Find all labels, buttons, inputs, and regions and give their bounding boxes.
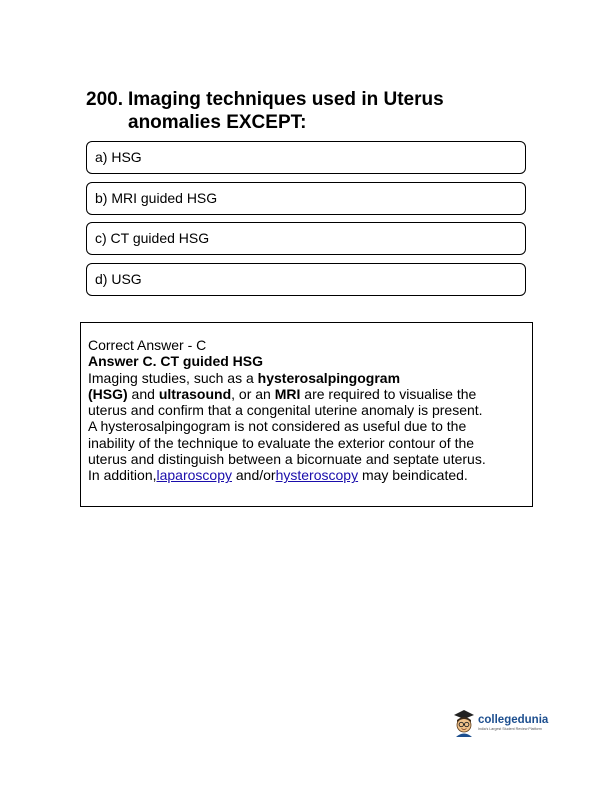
graduate-mascot-icon (452, 708, 476, 738)
answer-heading: Answer C. CT guided HSG (88, 353, 264, 370)
option-b[interactable]: b) MRI guided HSG (86, 182, 526, 215)
explanation-line-2 (88, 386, 525, 402)
explanation-line-5: inability of the technique to evaluate the exterior contour of the (88, 434, 475, 451)
explanation-text: In addition, (88, 467, 157, 484)
explanation-line-3: uterus and confirm that a congenital uterine anomaly is present. (88, 402, 483, 419)
hysteroscopy-link[interactable]: hysteroscopy (275, 467, 359, 484)
explanation-line-1 (88, 370, 525, 386)
explanation-text: , or an (231, 385, 275, 402)
term-hysterosalpingogram: hysterosalpingogram (257, 369, 401, 386)
explanation-text: and (127, 385, 159, 402)
term-mri: MRI (274, 385, 301, 402)
explanation-text: Imaging studies, such as a (88, 369, 258, 386)
explanation-line-4: A hysterosalpingogram is not considered as useful due to the (88, 418, 467, 435)
question-heading (86, 88, 526, 134)
term-ultrasound: ultrasound (158, 385, 232, 402)
option-c[interactable]: c) CT guided HSG (86, 222, 526, 255)
explanation-line-6: uterus and distinguish between a bicornuate and septate uterus. (88, 451, 486, 468)
explanation-line-7 (88, 467, 525, 483)
explanation-text: may beindicated. (358, 467, 468, 484)
answer-explanation-box (80, 322, 533, 507)
explanation-text: and/or (232, 467, 276, 484)
option-d[interactable]: d) USG (86, 263, 526, 296)
question-number: 200. (86, 89, 123, 110)
option-a[interactable]: a) HSG (86, 141, 526, 174)
correct-answer-line: Correct Answer - C (88, 337, 207, 353)
options-list (86, 141, 526, 303)
explanation-text: are required to visualise the (300, 385, 477, 402)
logo-text (478, 714, 548, 732)
logo-name: collegedunia (478, 714, 549, 726)
laparoscopy-link[interactable]: laparoscopy (156, 467, 232, 484)
question-text: Imaging techniques used in Uterus anomalies EXCEPT: (128, 89, 444, 133)
collegedunia-logo (452, 706, 552, 740)
term-hsg: (HSG) (88, 385, 128, 402)
logo-tagline: India's Largest Student Review Platform (478, 727, 542, 731)
